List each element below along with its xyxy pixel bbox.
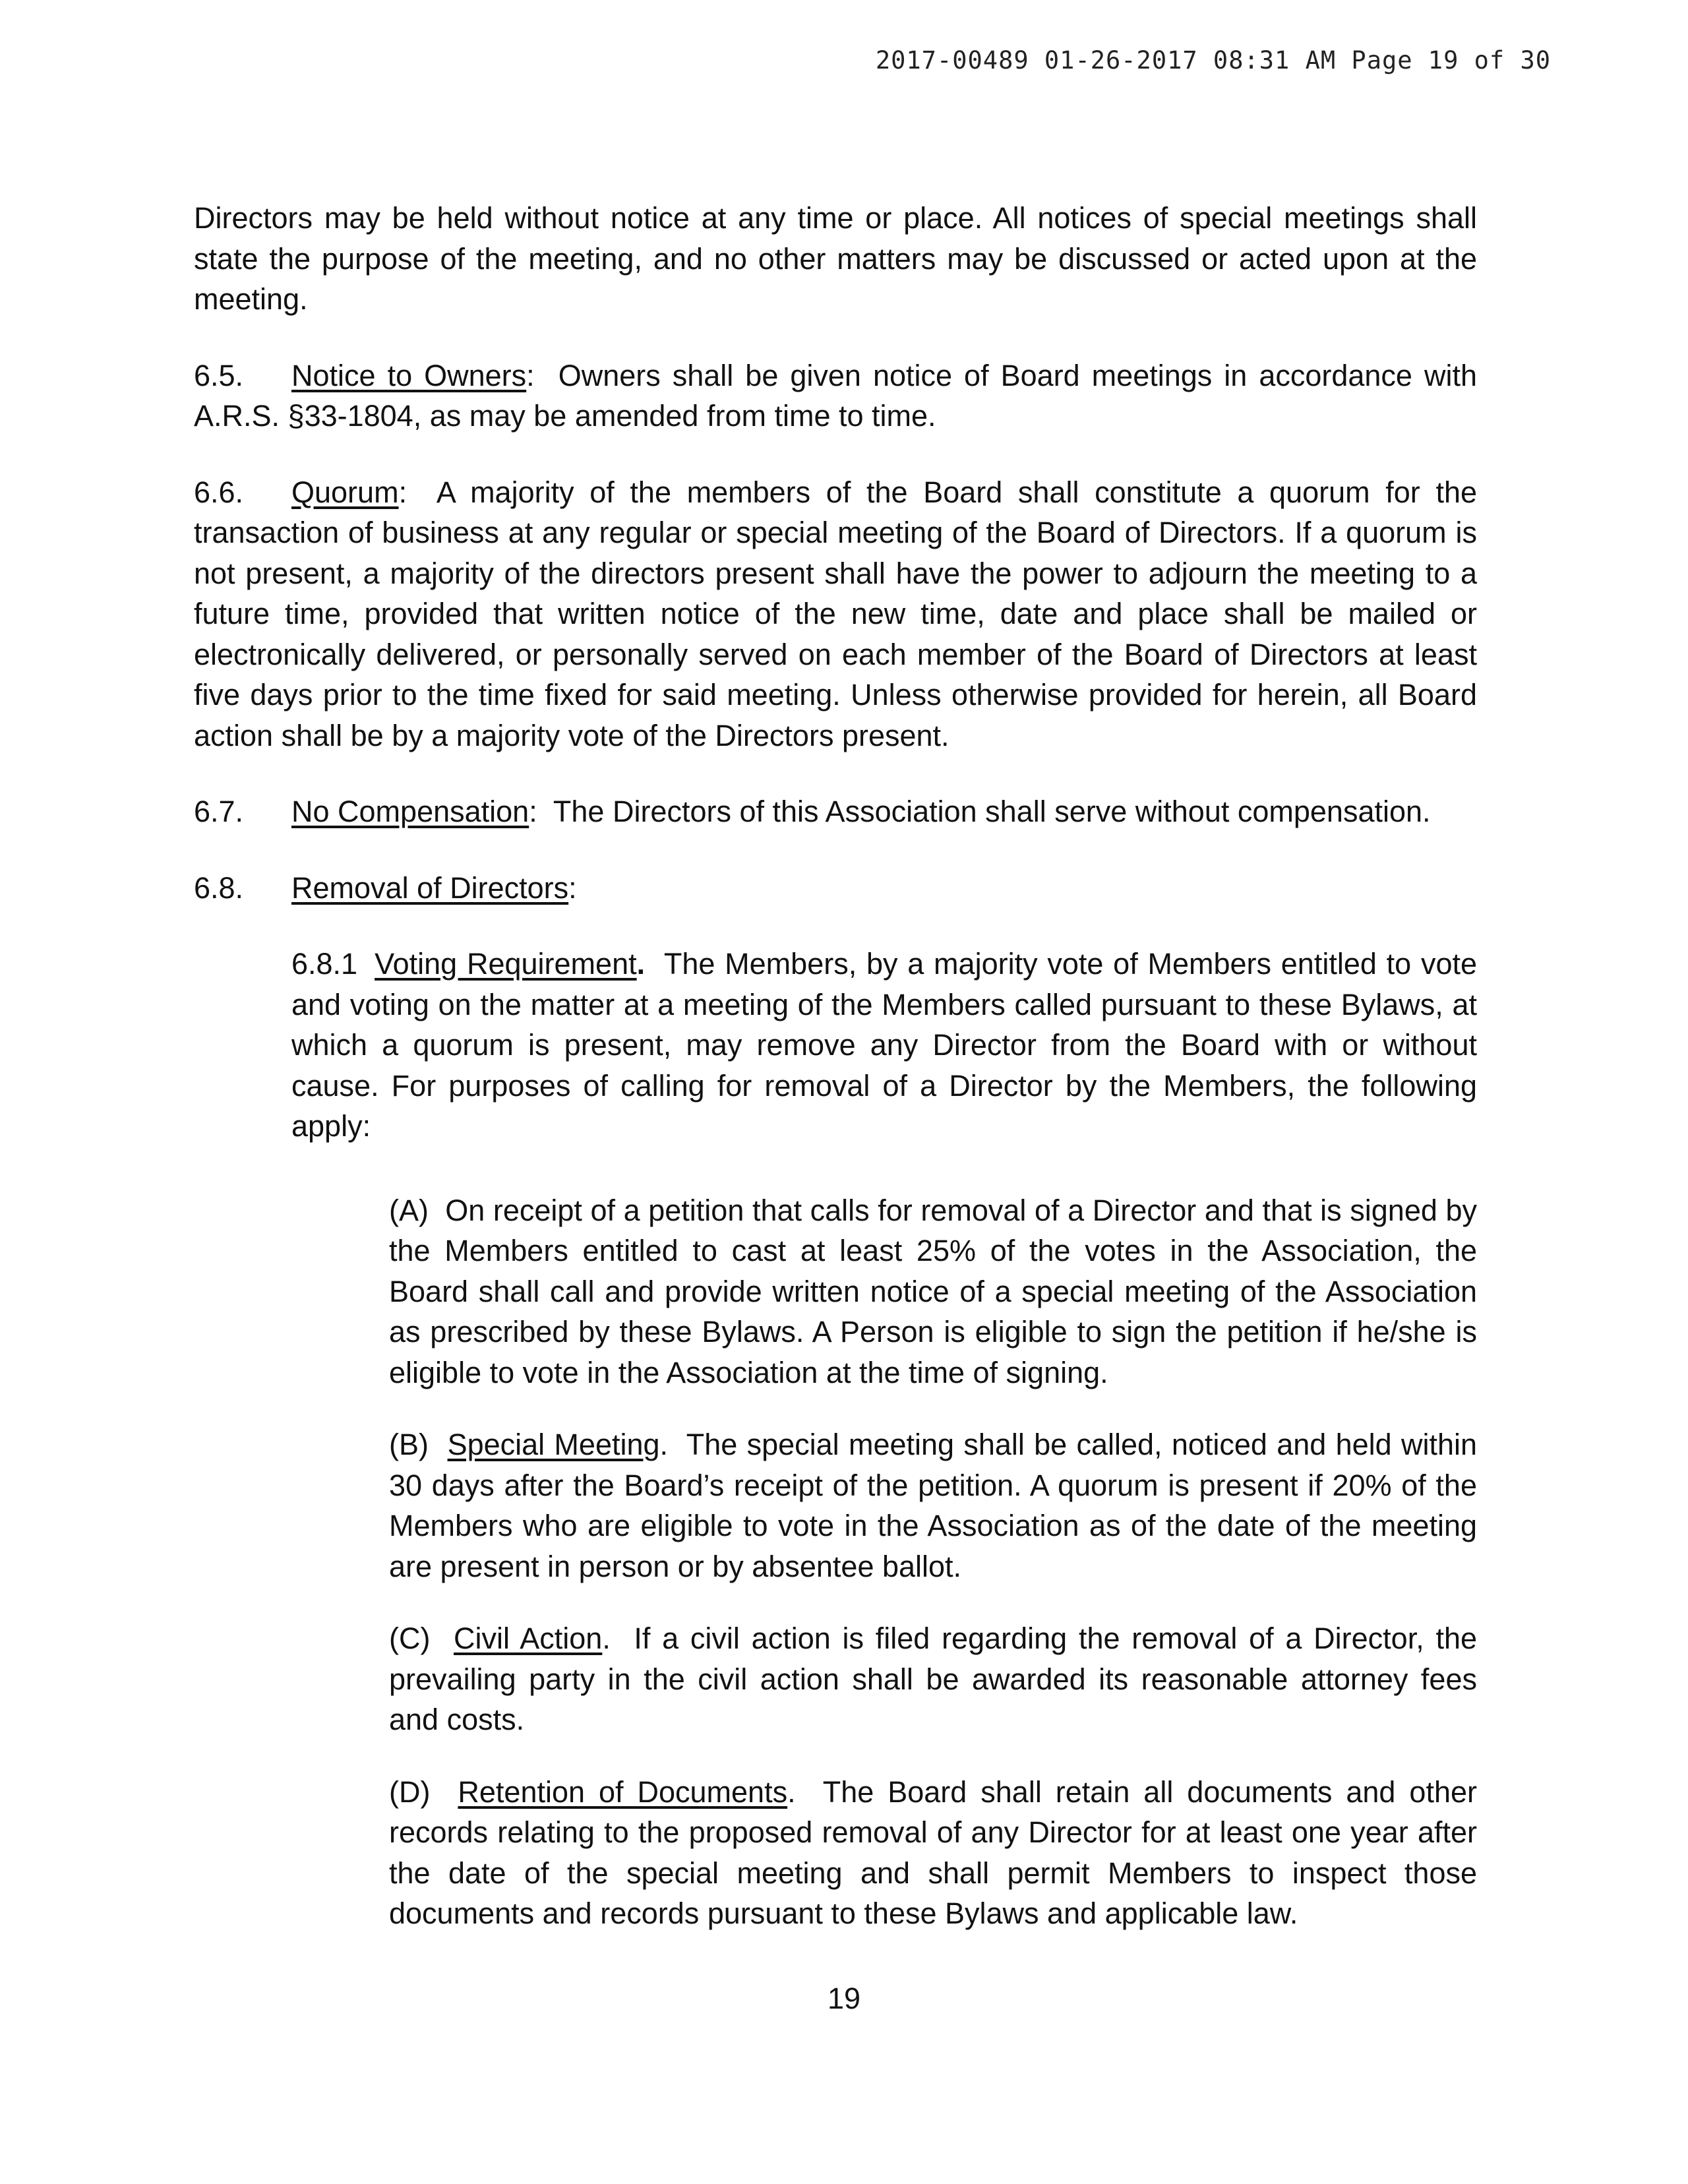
document-body bbox=[194, 198, 1477, 1934]
clause-label: (C) bbox=[389, 1622, 431, 1655]
clause-label: (B) bbox=[389, 1428, 429, 1461]
section-number: 6.5. bbox=[194, 358, 244, 392]
page-number: 19 bbox=[827, 1982, 861, 2015]
clause-d: (D) Retention of Documents. The Board shall retain all documents and other records relating to the proposed removal of any Director for at least one year after the date of the special meeting and shall permit Members to inspect those documents and records pursuant to these Bylaws and applicable law. bbox=[389, 1774, 1477, 1930]
section-title: Removal of Directors bbox=[291, 870, 569, 905]
clause-title: Retention of Documents bbox=[458, 1774, 788, 1809]
section-6-6: 6.6. Quorum: A majority of the members of the Board shall constitute a quorum for the transaction of business at any regular or special meeting of the Board of Directors. If a quorum is not present, a majority of the directors present shall have the power to adjourn the meeting to a future time, provided that written notice of the new time, date and place shall be mailed or electronically delivered, or personally served on each member of the Board of Directors at least five days prior to the time fixed for said meeting. Unless otherwise provided for herein, all Board action shall be by a majority vote of the Directors present. bbox=[194, 472, 1477, 756]
clause-body: If a civil action is filed regarding the removal of a Director, the prevailing party in the civil action shall be awarded its reasonable attorney fees and costs. bbox=[389, 1622, 1478, 1736]
clause-body: The special meeting shall be called, noticed and held within 30 days after the Board’s receipt of the petition. A quorum is present if 20% of the Members who are eligible to vote in the Association as of the date of the meeting are present in person or by absentee ballot. bbox=[389, 1428, 1477, 1583]
section-number: 6.7. bbox=[194, 795, 244, 828]
section-title: Voting Requirement bbox=[375, 947, 637, 981]
clause-a bbox=[389, 1190, 1477, 1393]
clause-title: Civil Action bbox=[454, 1622, 603, 1655]
section-title: Quorum bbox=[291, 475, 399, 509]
clause-title: Special Meeting bbox=[447, 1428, 660, 1461]
section-6-7: 6.7. No Compensation: The Directors of this Association shall serve without compensation. bbox=[194, 791, 1477, 832]
clause-c: (C) Civil Action. If a civil action is filed regarding the removal of a Director, the prevailing party in the civil action shall be awarded its reasonable attorney fees and costs. bbox=[389, 1622, 1478, 1736]
section-6-8-1: 6.8.1 Voting Requirement. The Members, by a majority vote of Members entitled to vote and voting on the matter at a meeting of the Members called pursuant to these Bylaws, at which a quorum is present, may remove any Director from the Board with or without cause. For purposes of calling for removal of a Director by the Members, the following apply: bbox=[291, 947, 1477, 1143]
section-body: The Members, by a majority vote of Members entitled to vote and voting on the matter at a meeting of the Members called pursuant to these Bylaws, at which a quorum is present, may remove any Director from the Board with or without cause. For purposes of calling for removal of a Director by the Members, the following apply: bbox=[291, 947, 1477, 1143]
section-number: 6.6. bbox=[194, 475, 244, 509]
section-body: A majority of the members of the Board shall constitute a quorum for the transaction of business at any regular or special meeting of the Board of Directors. If a quorum is not present, a majority of the directors present shall have the power to adjourn the meeting to a future time, provided that written notice of the new time, date and place shall be mailed or electronically delivered, or personally served on each member of the Board of Directors at least five days prior to the time fixed for said meeting. Unless otherwise provided for herein, all Board action shall be by a majority vote of the Directors present. bbox=[194, 475, 1477, 752]
intro-paragraph: Directors may be held without notice at any time or place. All notices of special meetings shall state the purpose of the meeting, and no other matters may be discussed or acted upon at the meeting. bbox=[194, 201, 1477, 316]
section-number: 6.8.1 bbox=[291, 947, 358, 981]
section-body: Owners shall be given notice of Board meetings in accordance with A.R.S. §33-1804, as may be amended from time to time. bbox=[194, 358, 1477, 433]
section-title: Notice to Owners bbox=[291, 358, 527, 392]
fax-header-stamp: 2017-00489 01-26-2017 08:31 AM Page 19 of 30 bbox=[875, 46, 1551, 75]
section-number: 6.8. bbox=[194, 870, 244, 905]
section-6-5: 6.5. Notice to Owners: Owners shall be given notice of Board meetings in accordance with A.R.S. §33-1804, as may be amended from time to time. bbox=[194, 355, 1477, 437]
section-body: The Directors of this Association shall serve without compensation. bbox=[553, 795, 1431, 828]
section-6-8: 6.8. Removal of Directors: bbox=[194, 868, 1477, 909]
section-title: No Compensation bbox=[291, 795, 529, 828]
clause-body: On receipt of a petition that calls for removal of a Director and that is signed by the Members entitled to cast at least 25% of the votes in the Association, the Board shall call and provide written notice of a special meeting of the Association as prescribed by these Bylaws. A Person is eligible to sign the petition if he/she is eligible to vote in the Association at the time of signing. bbox=[389, 1193, 1477, 1389]
clause-b: (B) Special Meeting. The special meeting shall be called, noticed and held within 30 days after the Board’s receipt of the petition. A quorum is present if 20% of the Members who are eligible to vote in the Association as of the date of the meeting are present in person or by absentee ballot. bbox=[389, 1428, 1477, 1583]
clause-label: (A) bbox=[389, 1193, 429, 1227]
clause-body: The Board shall retain all documents and other records relating to the proposed removal of any Director for at least one year after the date of the special meeting and shall permit Members to inspect those documents and records pursuant to these Bylaws and applicable law. bbox=[389, 1774, 1477, 1930]
clause-label: (D) bbox=[389, 1774, 431, 1809]
